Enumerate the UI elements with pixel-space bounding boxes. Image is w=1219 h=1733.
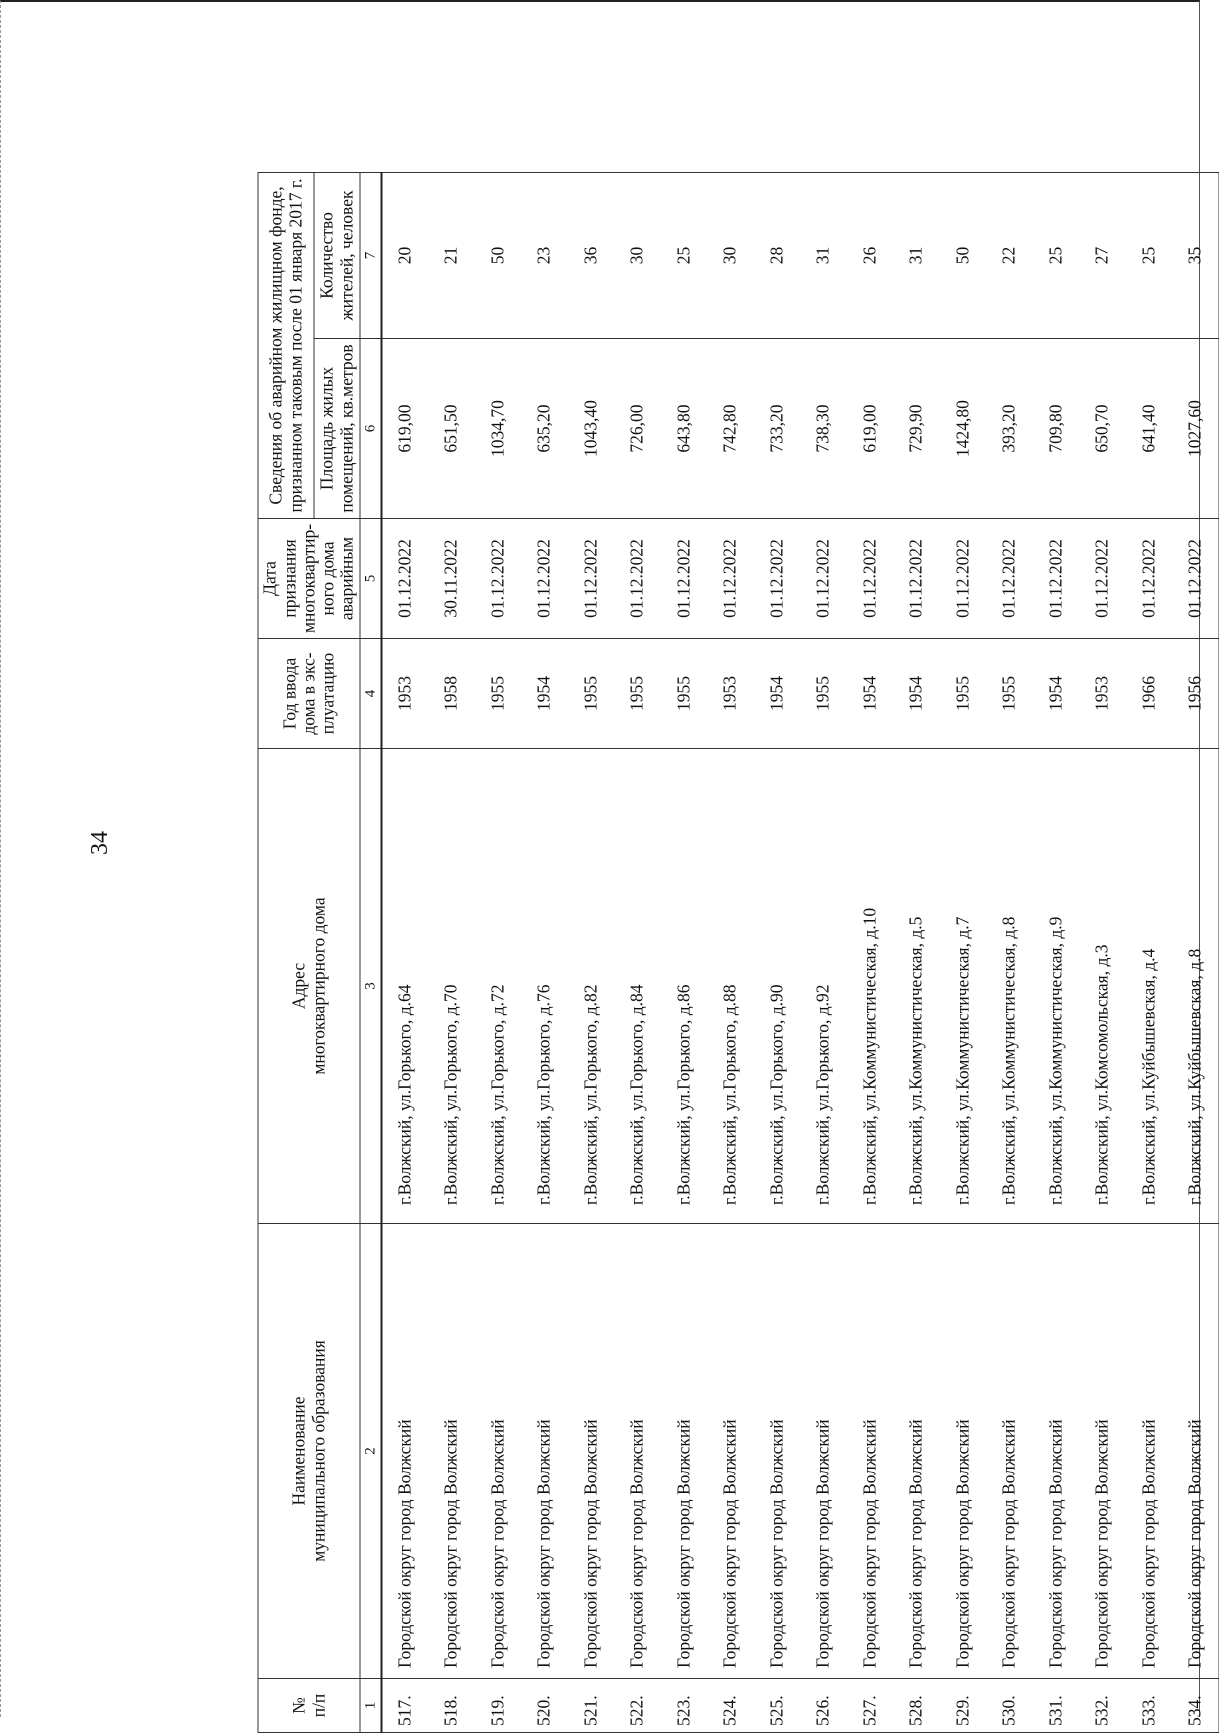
address-cell: г.Волжский, ул.Коммунистическая, д.5: [893, 749, 940, 1224]
year-cell: 1955: [800, 639, 847, 749]
table-row: [475, 173, 522, 1733]
year-cell: 1956: [1172, 639, 1219, 749]
year-cell: 1954: [1033, 639, 1080, 749]
address-cell: г.Волжский, ул.Горького, д.88: [707, 749, 754, 1224]
date-cell: 01.12.2022: [568, 519, 615, 639]
municipality-cell: Городской округ город Волжский: [382, 1224, 429, 1679]
year-cell: 1953: [1079, 639, 1126, 749]
column-number: 7: [360, 173, 382, 339]
table-row: [847, 173, 894, 1733]
date-cell: 01.12.2022: [707, 519, 754, 639]
table-row: [382, 173, 429, 1733]
year-cell: 1958: [428, 639, 475, 749]
header-group: Сведения об аварийном жилищном фонде, признанном таковым после 01 января 2017 г.: [258, 173, 314, 519]
area-cell: 709,80: [1033, 339, 1080, 519]
row-number: 532.: [1079, 1679, 1126, 1733]
year-cell: 1966: [1126, 639, 1173, 749]
table-row: [1172, 173, 1219, 1733]
address-cell: г.Волжский, ул.Коммунистическая, д.8: [986, 749, 1033, 1224]
address-cell: г.Волжский, ул.Горького, д.84: [614, 749, 661, 1224]
date-cell: 30.11.2022: [428, 519, 475, 639]
year-cell: 1955: [475, 639, 522, 749]
area-cell: 733,20: [754, 339, 801, 519]
row-number: 526.: [800, 1679, 847, 1733]
row-number: 519.: [475, 1679, 522, 1733]
rotated-table-container: [258, 173, 1213, 1733]
row-number: 531.: [1033, 1679, 1080, 1733]
date-cell: 01.12.2022: [521, 519, 568, 639]
table-row: [1033, 173, 1080, 1733]
residents-cell: 25: [1126, 173, 1173, 339]
row-number: 522.: [614, 1679, 661, 1733]
municipality-cell: Городской округ город Волжский: [940, 1224, 987, 1679]
area-cell: 619,00: [382, 339, 429, 519]
address-cell: г.Волжский, ул.Горького, д.90: [754, 749, 801, 1224]
address-cell: г.Волжский, ул.Горького, д.64: [382, 749, 429, 1224]
area-cell: 726,00: [614, 339, 661, 519]
residents-cell: 25: [1033, 173, 1080, 339]
municipality-cell: Городской округ город Волжский: [1126, 1224, 1173, 1679]
year-cell: 1955: [940, 639, 987, 749]
area-cell: 641,40: [1126, 339, 1173, 519]
area-cell: 742,80: [707, 339, 754, 519]
row-number: 521.: [568, 1679, 615, 1733]
header-municipality: Наименование муниципального образования: [258, 1224, 360, 1679]
date-cell: 01.12.2022: [893, 519, 940, 639]
year-cell: 1955: [568, 639, 615, 749]
column-number: 6: [360, 339, 382, 519]
row-number: 524.: [707, 1679, 754, 1733]
year-cell: 1955: [614, 639, 661, 749]
header-residents: Количество жителей, человек: [314, 173, 360, 339]
row-number: 528.: [893, 1679, 940, 1733]
municipality-cell: Городской округ город Волжский: [754, 1224, 801, 1679]
header-address: Адрес многоквартирного дома: [258, 749, 360, 1224]
area-cell: 1043,40: [568, 339, 615, 519]
residents-cell: 35: [1172, 173, 1219, 339]
area-cell: 1027,60: [1172, 339, 1219, 519]
residents-cell: 31: [893, 173, 940, 339]
area-cell: 1034,70: [475, 339, 522, 519]
address-cell: г.Волжский, ул.Куйбышевская, д.4: [1126, 749, 1173, 1224]
area-cell: 651,50: [428, 339, 475, 519]
date-cell: 01.12.2022: [382, 519, 429, 639]
area-cell: 619,00: [847, 339, 894, 519]
table-body: [382, 173, 1219, 1733]
table-row: [428, 173, 475, 1733]
table-row: [1126, 173, 1173, 1733]
municipality-cell: Городской округ город Волжский: [428, 1224, 475, 1679]
address-cell: г.Волжский, ул.Коммунистическая, д.9: [1033, 749, 1080, 1224]
municipality-cell: Городской округ город Волжский: [521, 1224, 568, 1679]
row-number: 527.: [847, 1679, 894, 1733]
residents-cell: 30: [707, 173, 754, 339]
municipality-cell: Городской округ город Волжский: [893, 1224, 940, 1679]
address-cell: г.Волжский, ул.Горького, д.82: [568, 749, 615, 1224]
residents-cell: 27: [1079, 173, 1126, 339]
area-cell: 1424,80: [940, 339, 987, 519]
residents-cell: 50: [940, 173, 987, 339]
address-cell: г.Волжский, ул.Коммунистическая, д.7: [940, 749, 987, 1224]
address-cell: г.Волжский, ул.Комсомольская, д.3: [1079, 749, 1126, 1224]
emergency-housing-table: [258, 172, 1219, 1733]
municipality-cell: Городской округ город Волжский: [568, 1224, 615, 1679]
residents-cell: 26: [847, 173, 894, 339]
municipality-cell: Городской округ город Волжский: [800, 1224, 847, 1679]
residents-cell: 21: [428, 173, 475, 339]
date-cell: 01.12.2022: [986, 519, 1033, 639]
residents-cell: 28: [754, 173, 801, 339]
column-number: 3: [360, 749, 382, 1224]
date-cell: 01.12.2022: [1126, 519, 1173, 639]
table-row: [800, 173, 847, 1733]
date-cell: 01.12.2022: [475, 519, 522, 639]
municipality-cell: Городской округ город Волжский: [475, 1224, 522, 1679]
header-area: Площадь жилых помещений, кв.метров: [314, 339, 360, 519]
table-row: [754, 173, 801, 1733]
year-cell: 1954: [893, 639, 940, 749]
row-number: 525.: [754, 1679, 801, 1733]
date-cell: 01.12.2022: [614, 519, 661, 639]
table-row: [940, 173, 987, 1733]
residents-cell: 23: [521, 173, 568, 339]
date-cell: 01.12.2022: [754, 519, 801, 639]
municipality-cell: Городской округ город Волжский: [847, 1224, 894, 1679]
table-row: [893, 173, 940, 1733]
area-cell: 650,70: [1079, 339, 1126, 519]
area-cell: 643,80: [661, 339, 708, 519]
date-cell: 01.12.2022: [800, 519, 847, 639]
row-number: 534.: [1172, 1679, 1219, 1733]
date-cell: 01.12.2022: [940, 519, 987, 639]
address-cell: г.Волжский, ул.Коммунистическая, д.10: [847, 749, 894, 1224]
residents-cell: 22: [986, 173, 1033, 339]
address-cell: г.Волжский, ул.Горького, д.92: [800, 749, 847, 1224]
area-cell: 738,30: [800, 339, 847, 519]
municipality-cell: Городской округ город Волжский: [707, 1224, 754, 1679]
column-number: 2: [360, 1224, 382, 1679]
year-cell: 1954: [521, 639, 568, 749]
municipality-cell: Городской округ город Волжский: [614, 1224, 661, 1679]
row-number: 517.: [382, 1679, 429, 1733]
column-number: 1: [360, 1679, 382, 1733]
date-cell: 01.12.2022: [661, 519, 708, 639]
year-cell: 1955: [661, 639, 708, 749]
row-number: 533.: [1126, 1679, 1173, 1733]
area-cell: 729,90: [893, 339, 940, 519]
municipality-cell: Городской округ город Волжский: [661, 1224, 708, 1679]
header-num: № п/п: [258, 1679, 360, 1733]
table-row: [707, 173, 754, 1733]
residents-cell: 20: [382, 173, 429, 339]
row-number: 523.: [661, 1679, 708, 1733]
row-number: 518.: [428, 1679, 475, 1733]
row-number: 520.: [521, 1679, 568, 1733]
table-row: [1079, 173, 1126, 1733]
date-cell: 01.12.2022: [1172, 519, 1219, 639]
area-cell: 393,20: [986, 339, 1033, 519]
area-cell: 635,20: [521, 339, 568, 519]
row-number: 530.: [986, 1679, 1033, 1733]
residents-cell: 25: [661, 173, 708, 339]
residents-cell: 30: [614, 173, 661, 339]
table-row: [986, 173, 1033, 1733]
municipality-cell: Городской округ город Волжский: [1033, 1224, 1080, 1679]
year-cell: 1953: [382, 639, 429, 749]
year-cell: 1953: [707, 639, 754, 749]
date-cell: 01.12.2022: [1033, 519, 1080, 639]
address-cell: г.Волжский, ул.Горького, д.70: [428, 749, 475, 1224]
column-number: 5: [360, 519, 382, 639]
table-row: [614, 173, 661, 1733]
page-number: 34: [85, 818, 115, 868]
address-cell: г.Волжский, ул.Горького, д.72: [475, 749, 522, 1224]
column-number: 4: [360, 639, 382, 749]
date-cell: 01.12.2022: [847, 519, 894, 639]
residents-cell: 31: [800, 173, 847, 339]
year-cell: 1954: [847, 639, 894, 749]
address-cell: г.Волжский, ул.Горького, д.86: [661, 749, 708, 1224]
row-number: 529.: [940, 1679, 987, 1733]
address-cell: г.Волжский, ул.Куйбышевская, д.8: [1172, 749, 1219, 1224]
date-cell: 01.12.2022: [1079, 519, 1126, 639]
header-year: Год ввода дома в экс- плуатацию: [258, 639, 360, 749]
table-row: [661, 173, 708, 1733]
municipality-cell: Городской округ город Волжский: [1172, 1224, 1219, 1679]
table-row: [568, 173, 615, 1733]
table-row: [521, 173, 568, 1733]
municipality-cell: Городской округ город Волжский: [986, 1224, 1033, 1679]
address-cell: г.Волжский, ул.Горького, д.76: [521, 749, 568, 1224]
residents-cell: 36: [568, 173, 615, 339]
header-date: Дата признания многоквартир- ного дома аварийным: [258, 519, 360, 639]
year-cell: 1955: [986, 639, 1033, 749]
municipality-cell: Городской округ город Волжский: [1079, 1224, 1126, 1679]
residents-cell: 50: [475, 173, 522, 339]
year-cell: 1954: [754, 639, 801, 749]
